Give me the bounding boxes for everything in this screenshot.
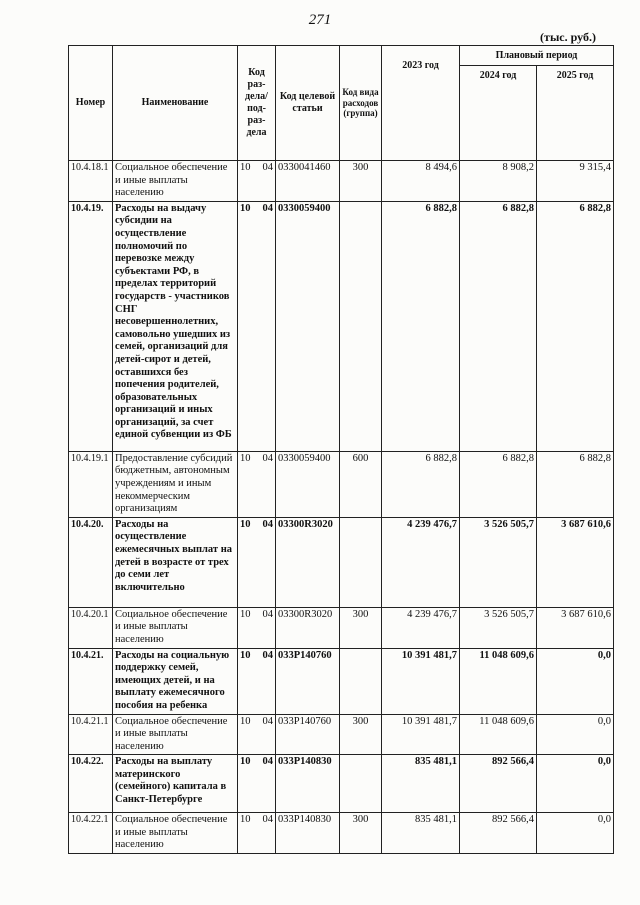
row-expense-code bbox=[340, 755, 382, 813]
row-target-code: 0330041460 bbox=[276, 161, 340, 202]
row-name: Социальное обеспечение и иные выплаты населению bbox=[113, 813, 238, 854]
row-name: Расходы на выплату материнского (семейного) капитала в Санкт-Петербурге bbox=[113, 755, 238, 813]
row-target-code: 03300R3020 bbox=[276, 607, 340, 648]
row-section-code: 10 bbox=[240, 452, 251, 464]
units-label: (тыс. руб.) bbox=[540, 30, 596, 44]
table-row bbox=[69, 648, 614, 714]
row-target-code: 033P140760 bbox=[276, 714, 340, 755]
table-body bbox=[69, 161, 614, 854]
row-target-code: 033P140830 bbox=[276, 813, 340, 854]
row-section-code: 10 bbox=[240, 608, 251, 620]
row-2024-value: 892 566,4 bbox=[460, 813, 537, 854]
row-name: Предоставление субсидий бюджетным, автономным учреждениям и иным некоммерческим организациям bbox=[113, 451, 238, 517]
row-section-code: 10 bbox=[240, 202, 251, 214]
table-row bbox=[69, 451, 614, 517]
row-number: 10.4.19. bbox=[69, 201, 113, 451]
row-section-code: 10 bbox=[240, 715, 251, 727]
row-section bbox=[238, 517, 276, 607]
row-section bbox=[238, 607, 276, 648]
table-row bbox=[69, 813, 614, 854]
header-name: Наименование bbox=[113, 46, 238, 161]
row-2025-value: 0,0 bbox=[537, 648, 614, 714]
row-2025-value: 0,0 bbox=[537, 755, 614, 813]
row-expense-code: 300 bbox=[340, 161, 382, 202]
row-number: 10.4.19.1 bbox=[69, 451, 113, 517]
row-subsection-code: 04 bbox=[262, 756, 273, 768]
row-section bbox=[238, 813, 276, 854]
header-2023: 2023 год bbox=[382, 46, 460, 161]
row-name: Социальное обеспечение и иные выплаты населению bbox=[113, 714, 238, 755]
row-subsection-code: 04 bbox=[262, 608, 273, 620]
row-section-code: 10 bbox=[240, 649, 251, 661]
row-section-code: 10 bbox=[240, 162, 251, 173]
row-2023-value: 4 239 476,7 bbox=[382, 607, 460, 648]
row-expense-code bbox=[340, 201, 382, 451]
row-2024-value: 6 882,8 bbox=[460, 451, 537, 517]
header-2025: 2025 год bbox=[537, 66, 614, 161]
row-target-code: 033P140760 bbox=[276, 648, 340, 714]
row-section bbox=[238, 451, 276, 517]
row-2025-value: 9 315,4 bbox=[537, 161, 614, 202]
row-number: 10.4.18.1 bbox=[69, 161, 113, 202]
table-row bbox=[69, 161, 614, 202]
row-expense-code: 300 bbox=[340, 714, 382, 755]
row-2025-value: 6 882,8 bbox=[537, 201, 614, 451]
row-subsection-code: 04 bbox=[262, 715, 273, 727]
row-2025-value: 3 687 610,6 bbox=[537, 607, 614, 648]
row-2023-value: 10 391 481,7 bbox=[382, 648, 460, 714]
table-header bbox=[69, 46, 614, 161]
row-2025-value: 0,0 bbox=[537, 813, 614, 854]
row-subsection-code: 04 bbox=[262, 202, 273, 214]
row-2024-value: 11 048 609,6 bbox=[460, 714, 537, 755]
row-2023-value: 4 239 476,7 bbox=[382, 517, 460, 607]
row-expense-code bbox=[340, 517, 382, 607]
row-subsection-code: 04 bbox=[262, 162, 273, 173]
table-row bbox=[69, 517, 614, 607]
row-name: Расходы на выдачу субсидии на осуществление полномочий по перевозке между субъектами РФ, в пределах территорий государств - участников СНГ несовершеннолетних, самовольно ушедших из семей, организаций для детей-сирот и детей, оставшихся без попечения родителей, образовательных организаций и иных организаций, за счет единой субвенции из ФБ bbox=[113, 201, 238, 451]
table-row bbox=[69, 714, 614, 755]
row-2024-value: 3 526 505,7 bbox=[460, 607, 537, 648]
row-section bbox=[238, 714, 276, 755]
header-expense: Код вида расходов (группа) bbox=[340, 46, 382, 161]
row-section-code: 10 bbox=[240, 814, 251, 826]
row-2024-value: 11 048 609,6 bbox=[460, 648, 537, 714]
header-2024: 2024 год bbox=[460, 66, 537, 161]
row-section-code: 10 bbox=[240, 756, 251, 768]
row-2024-value: 6 882,8 bbox=[460, 201, 537, 451]
table-row bbox=[69, 607, 614, 648]
row-number: 10.4.21. bbox=[69, 648, 113, 714]
row-number: 10.4.21.1 bbox=[69, 714, 113, 755]
row-name: Социальное обеспечение и иные выплаты населению bbox=[113, 161, 238, 202]
row-2024-value: 3 526 505,7 bbox=[460, 517, 537, 607]
row-subsection-code: 04 bbox=[262, 452, 273, 464]
header-number: Номер bbox=[69, 46, 113, 161]
row-2023-value: 835 481,1 bbox=[382, 813, 460, 854]
row-name: Расходы на социальную поддержку семей, имеющих детей, и на выплату ежемесячного пособия на ребенка bbox=[113, 648, 238, 714]
row-subsection-code: 04 bbox=[262, 814, 273, 826]
row-expense-code: 300 bbox=[340, 813, 382, 854]
row-2025-value: 0,0 bbox=[537, 714, 614, 755]
row-2023-value: 10 391 481,7 bbox=[382, 714, 460, 755]
row-section bbox=[238, 648, 276, 714]
row-target-code: 03300R3020 bbox=[276, 517, 340, 607]
row-target-code: 0330059400 bbox=[276, 201, 340, 451]
row-target-code: 0330059400 bbox=[276, 451, 340, 517]
table-row bbox=[69, 755, 614, 813]
table-row bbox=[69, 201, 614, 451]
row-2024-value: 8 908,2 bbox=[460, 161, 537, 202]
row-number: 10.4.20.1 bbox=[69, 607, 113, 648]
row-2024-value: 892 566,4 bbox=[460, 755, 537, 813]
row-expense-code: 600 bbox=[340, 451, 382, 517]
header-planned: Плановый период bbox=[460, 46, 614, 66]
row-section bbox=[238, 201, 276, 451]
page-number: 271 bbox=[308, 12, 332, 28]
row-section bbox=[238, 755, 276, 813]
row-target-code: 033P140830 bbox=[276, 755, 340, 813]
row-2025-value: 6 882,8 bbox=[537, 451, 614, 517]
row-section-code: 10 bbox=[240, 518, 251, 530]
row-subsection-code: 04 bbox=[262, 649, 273, 661]
row-2025-value: 3 687 610,6 bbox=[537, 517, 614, 607]
row-2023-value: 835 481,1 bbox=[382, 755, 460, 813]
row-expense-code: 300 bbox=[340, 607, 382, 648]
row-number: 10.4.22. bbox=[69, 755, 113, 813]
row-section bbox=[238, 161, 276, 202]
header-target: Код целевой статьи bbox=[276, 46, 340, 161]
budget-table bbox=[68, 45, 614, 854]
row-2023-value: 8 494,6 bbox=[382, 161, 460, 202]
row-subsection-code: 04 bbox=[262, 518, 273, 530]
row-2023-value: 6 882,8 bbox=[382, 201, 460, 451]
row-2023-value: 6 882,8 bbox=[382, 451, 460, 517]
row-expense-code bbox=[340, 648, 382, 714]
row-name: Расходы на осуществление ежемесячных выплат на детей в возрасте от трех до семи лет включительно bbox=[113, 517, 238, 607]
row-name: Социальное обеспечение и иные выплаты населению bbox=[113, 607, 238, 648]
header-section: Код раз-дела/ под-раз-дела bbox=[238, 46, 276, 161]
row-number: 10.4.20. bbox=[69, 517, 113, 607]
row-number: 10.4.22.1 bbox=[69, 813, 113, 854]
